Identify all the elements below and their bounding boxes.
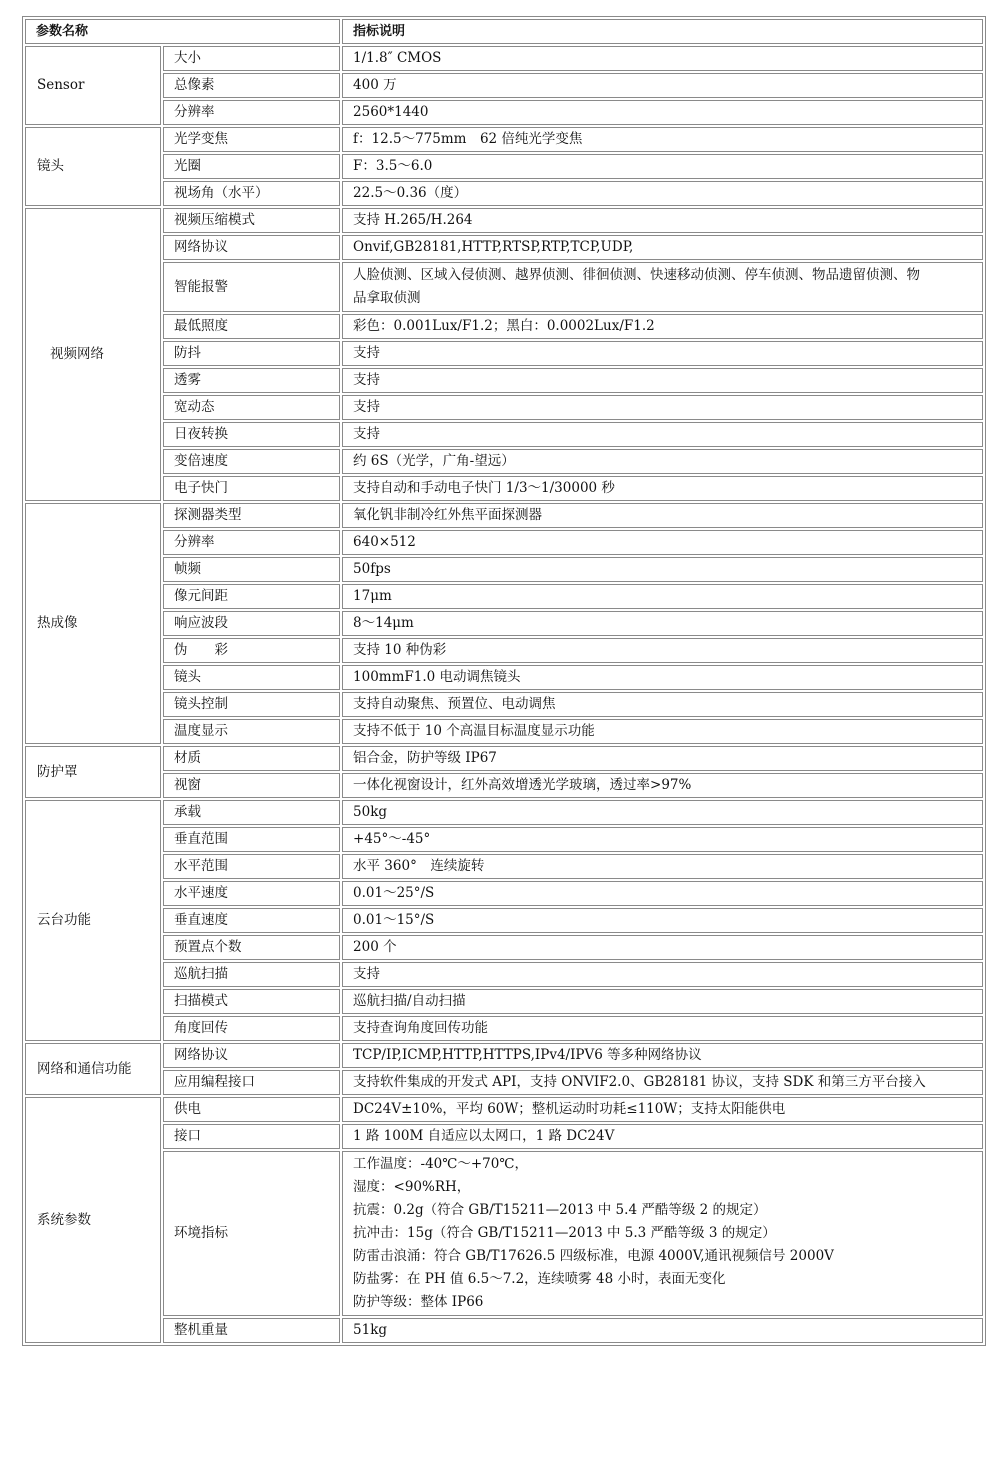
section-name: 系统参数 <box>25 1097 161 1343</box>
section-name: 镜头 <box>25 127 161 206</box>
table-row <box>25 1070 983 1095</box>
param-name: 分辨率 <box>163 100 340 125</box>
table-row <box>25 262 983 312</box>
param-value: 支持 H.265/H.264 <box>342 208 983 233</box>
param-name: 视窗 <box>163 773 340 798</box>
table-row <box>25 773 983 798</box>
param-value: 400 万 <box>342 73 983 98</box>
param-name: 整机重量 <box>163 1318 340 1343</box>
param-value: 支持 <box>342 422 983 447</box>
param-name: 帧频 <box>163 557 340 582</box>
param-value: 支持软件集成的开发式 API，支持 ONVIF2.0、GB28181 协议，支持 SDK 和第三方平台接入 <box>342 1070 983 1095</box>
table-row <box>25 935 983 960</box>
param-value: 支持查询角度回传功能 <box>342 1016 983 1041</box>
section-name: 云台功能 <box>25 800 161 1041</box>
param-value: 铝合金，防护等级 IP67 <box>342 746 983 771</box>
table-row <box>25 503 983 528</box>
param-name: 网络协议 <box>163 235 340 260</box>
table-row <box>25 827 983 852</box>
param-name: 接口 <box>163 1124 340 1149</box>
table-row <box>25 1043 983 1068</box>
param-value: 支持 <box>342 341 983 366</box>
table-row <box>25 557 983 582</box>
table-row <box>25 530 983 555</box>
param-name: 角度回传 <box>163 1016 340 1041</box>
param-name: 网络协议 <box>163 1043 340 1068</box>
param-value: 640×512 <box>342 530 983 555</box>
param-name: 巡航扫描 <box>163 962 340 987</box>
param-name: 视频压缩模式 <box>163 208 340 233</box>
param-name: 伪 彩 <box>163 638 340 663</box>
section-name: 视频网络 <box>25 208 161 501</box>
param-value: 支持 10 种伪彩 <box>342 638 983 663</box>
table-row <box>25 800 983 825</box>
spec-table-body <box>25 19 983 1343</box>
table-row <box>25 476 983 501</box>
header-description: 指标说明 <box>342 19 983 44</box>
table-row <box>25 611 983 636</box>
table-row <box>25 73 983 98</box>
param-name: 垂直范围 <box>163 827 340 852</box>
param-value: 支持自动和手动电子快门 1/3～1/30000 秒 <box>342 476 983 501</box>
param-name: 光圈 <box>163 154 340 179</box>
table-row <box>25 719 983 744</box>
table-row <box>25 962 983 987</box>
table-row <box>25 665 983 690</box>
param-name: 分辨率 <box>163 530 340 555</box>
table-header-row <box>25 19 983 44</box>
param-value: +45°～-45° <box>342 827 983 852</box>
param-value-line: 湿度：<90%RH， <box>353 1179 471 1195</box>
param-name: 总像素 <box>163 73 340 98</box>
param-value: 2560*1440 <box>342 100 983 125</box>
param-value <box>342 1151 983 1316</box>
param-value: 氧化钒非制冷红外焦平面探测器 <box>342 503 983 528</box>
param-value-line: 抗冲击：15g（符合 GB/T15211—2013 中 5.3 严酷等级 3 的规定） <box>353 1225 776 1241</box>
table-row <box>25 368 983 393</box>
section-name: 热成像 <box>25 503 161 744</box>
param-name: 日夜转换 <box>163 422 340 447</box>
param-value: 51kg <box>342 1318 983 1343</box>
param-name: 变倍速度 <box>163 449 340 474</box>
param-value: 水平 360° 连续旋转 <box>342 854 983 879</box>
table-row <box>25 1318 983 1343</box>
table-row <box>25 208 983 233</box>
table-row <box>25 1151 983 1316</box>
param-name: 水平范围 <box>163 854 340 879</box>
table-row <box>25 341 983 366</box>
param-value-line: 工作温度：-40℃～+70℃， <box>353 1156 528 1172</box>
param-value: 50fps <box>342 557 983 582</box>
param-value: 彩色：0.001Lux/F1.2；黑白：0.0002Lux/F1.2 <box>342 314 983 339</box>
section-name: Sensor <box>25 46 161 125</box>
table-row <box>25 449 983 474</box>
param-value-line: 抗震：0.2g（符合 GB/T15211—2013 中 5.4 严酷等级 2 的规定） <box>353 1202 767 1218</box>
table-row <box>25 908 983 933</box>
table-row <box>25 422 983 447</box>
table-row <box>25 746 983 771</box>
param-value: TCP/IP,ICMP,HTTP,HTTPS,IPv4/IPV6 等多种网络协议 <box>342 1043 983 1068</box>
param-name: 镜头控制 <box>163 692 340 717</box>
param-value-line: 防雷击浪涌：符合 GB/T17626.5 四级标准，电源 4000V,通讯视频信号 2000V <box>353 1248 834 1264</box>
param-name: 防抖 <box>163 341 340 366</box>
param-value: 约 6S（光学，广角-望远） <box>342 449 983 474</box>
table-row <box>25 638 983 663</box>
table-row <box>25 881 983 906</box>
param-name: 光学变焦 <box>163 127 340 152</box>
param-name: 探测器类型 <box>163 503 340 528</box>
param-value: 一体化视窗设计，红外高效增透光学玻璃，透过率>97% <box>342 773 983 798</box>
param-name: 预置点个数 <box>163 935 340 960</box>
table-row <box>25 584 983 609</box>
param-value-line: 品拿取侦测 <box>353 290 421 306</box>
param-name: 响应波段 <box>163 611 340 636</box>
param-value-line: 防盐雾：在 PH 值 6.5～7.2，连续喷雾 48 小时，表面无变化 <box>353 1271 726 1287</box>
param-name: 承载 <box>163 800 340 825</box>
table-row <box>25 235 983 260</box>
param-value: 0.01～15°/S <box>342 908 983 933</box>
table-row <box>25 314 983 339</box>
param-name: 扫描模式 <box>163 989 340 1014</box>
param-name: 大小 <box>163 46 340 71</box>
param-name: 最低照度 <box>163 314 340 339</box>
param-value: 1 路 100M 自适应以太网口，1 路 DC24V <box>342 1124 983 1149</box>
param-name: 材质 <box>163 746 340 771</box>
param-value: 100mmF1.0 电动调焦镜头 <box>342 665 983 690</box>
param-value: 巡航扫描/自动扫描 <box>342 989 983 1014</box>
param-value: f：12.5～775mm 62 倍纯光学变焦 <box>342 127 983 152</box>
table-row <box>25 100 983 125</box>
param-value: 支持不低于 10 个高温目标温度显示功能 <box>342 719 983 744</box>
param-name: 智能报警 <box>163 262 340 312</box>
param-value: 8～14μm <box>342 611 983 636</box>
table-row <box>25 854 983 879</box>
param-value: 200 个 <box>342 935 983 960</box>
param-value: DC24V±10%，平均 60W；整机运动时功耗≤110W；支持太阳能供电 <box>342 1097 983 1122</box>
table-row <box>25 692 983 717</box>
param-name: 温度显示 <box>163 719 340 744</box>
param-name: 透雾 <box>163 368 340 393</box>
param-value: 1/1.8″ CMOS <box>342 46 983 71</box>
table-row <box>25 127 983 152</box>
param-value: 50kg <box>342 800 983 825</box>
param-name: 应用编程接口 <box>163 1070 340 1095</box>
table-row <box>25 46 983 71</box>
param-name: 电子快门 <box>163 476 340 501</box>
table-row <box>25 1097 983 1122</box>
param-name: 视场角（水平） <box>163 181 340 206</box>
param-value: 支持自动聚焦、预置位、电动调焦 <box>342 692 983 717</box>
section-name: 防护罩 <box>25 746 161 798</box>
table-row <box>25 1124 983 1149</box>
param-value: 支持 <box>342 368 983 393</box>
table-row <box>25 395 983 420</box>
param-name: 垂直速度 <box>163 908 340 933</box>
param-value: 支持 <box>342 962 983 987</box>
header-param-name: 参数名称 <box>25 19 340 44</box>
param-value <box>342 262 983 312</box>
table-row <box>25 1016 983 1041</box>
param-name: 镜头 <box>163 665 340 690</box>
table-row <box>25 181 983 206</box>
param-name: 像元间距 <box>163 584 340 609</box>
param-value-line: 防护等级：整体 IP66 <box>353 1294 484 1310</box>
table-row <box>25 989 983 1014</box>
section-name: 网络和通信功能 <box>25 1043 161 1095</box>
param-value: F：3.5～6.0 <box>342 154 983 179</box>
param-value: Onvif,GB28181,HTTP,RTSP,RTP,TCP,UDP, <box>342 235 983 260</box>
spec-table <box>22 16 986 1346</box>
param-name: 供电 <box>163 1097 340 1122</box>
param-value: 支持 <box>342 395 983 420</box>
param-value: 0.01～25°/S <box>342 881 983 906</box>
param-name: 宽动态 <box>163 395 340 420</box>
table-row <box>25 154 983 179</box>
param-name: 水平速度 <box>163 881 340 906</box>
param-name: 环境指标 <box>163 1151 340 1316</box>
param-value: 22.5～0.36（度） <box>342 181 983 206</box>
param-value: 17μm <box>342 584 983 609</box>
param-value-line: 人脸侦测、区域入侵侦测、越界侦测、徘徊侦测、快速移动侦测、停车侦测、物品遗留侦测、物 <box>353 267 921 283</box>
